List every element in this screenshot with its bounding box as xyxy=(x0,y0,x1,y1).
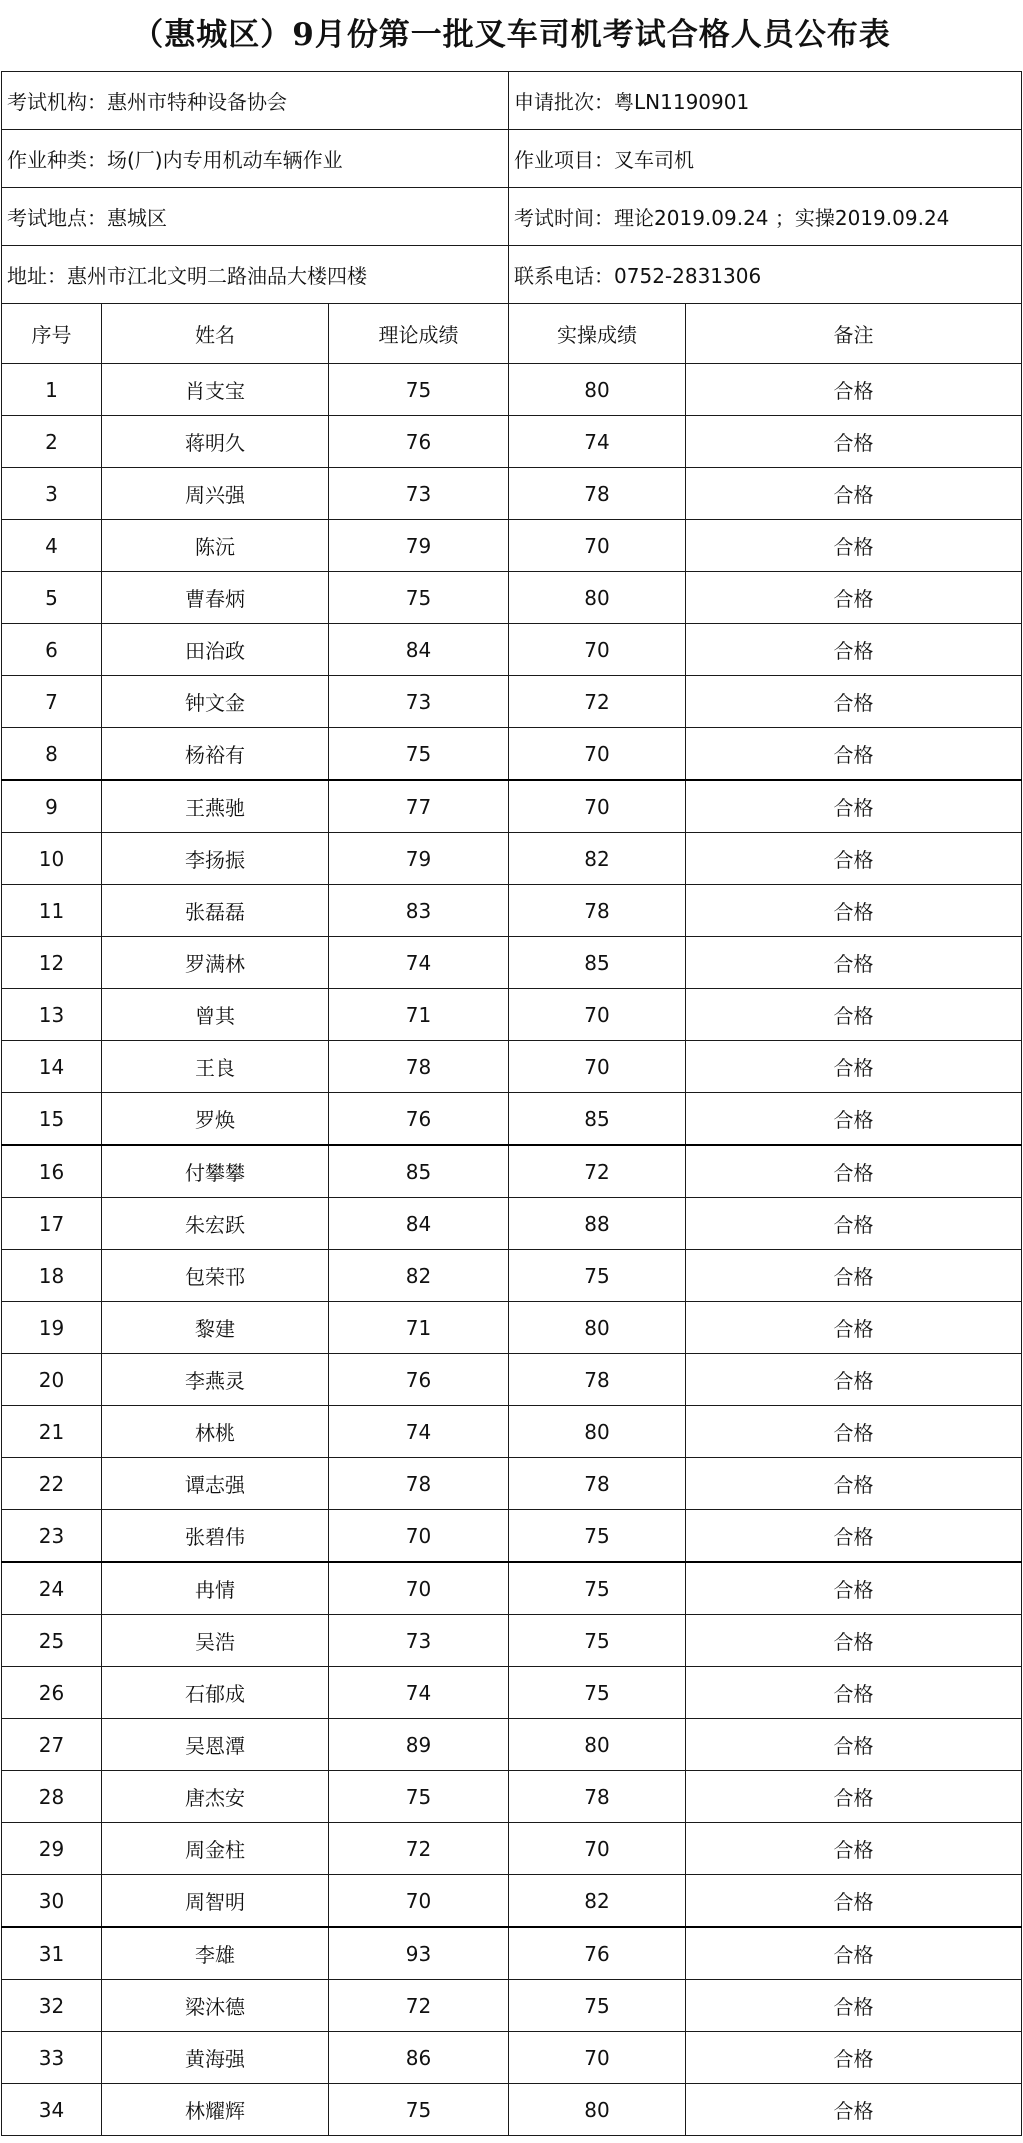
cell-index: 31 xyxy=(2,1927,102,1980)
application-batch: 申请批次：粤LN1190901 xyxy=(509,72,1022,130)
table-row xyxy=(2,2084,1022,2136)
cell-index: 30 xyxy=(2,1875,102,1928)
cell-remark: 合格 xyxy=(686,1093,1022,1146)
cell-name: 朱宏跃 xyxy=(102,1198,329,1250)
cell-name: 林桃 xyxy=(102,1406,329,1458)
cell-index: 19 xyxy=(2,1302,102,1354)
cell-practical-score: 76 xyxy=(509,1927,686,1980)
table-row xyxy=(2,1041,1022,1093)
cell-practical-score: 75 xyxy=(509,1667,686,1719)
cell-theory-score: 75 xyxy=(329,728,509,781)
cell-theory-score: 75 xyxy=(329,1771,509,1823)
cell-theory-score: 70 xyxy=(329,1562,509,1615)
cell-theory-score: 73 xyxy=(329,676,509,728)
cell-index: 5 xyxy=(2,572,102,624)
cell-name: 黎建 xyxy=(102,1302,329,1354)
table-row xyxy=(2,1250,1022,1302)
table-row xyxy=(2,1198,1022,1250)
cell-practical-score: 88 xyxy=(509,1198,686,1250)
cell-practical-score: 80 xyxy=(509,2084,686,2136)
cell-name: 李扬振 xyxy=(102,833,329,885)
table-row xyxy=(2,1719,1022,1771)
cell-remark: 合格 xyxy=(686,416,1022,468)
cell-theory-score: 71 xyxy=(329,1302,509,1354)
cell-index: 16 xyxy=(2,1145,102,1198)
cell-name: 周金柱 xyxy=(102,1823,329,1875)
cell-name: 罗满林 xyxy=(102,937,329,989)
cell-practical-score: 78 xyxy=(509,1458,686,1510)
cell-index: 22 xyxy=(2,1458,102,1510)
table-row xyxy=(2,1875,1022,1928)
cell-remark: 合格 xyxy=(686,728,1022,781)
column-header-practical-score: 实操成绩 xyxy=(509,304,686,364)
table-row xyxy=(2,1667,1022,1719)
cell-index: 20 xyxy=(2,1354,102,1406)
table-row xyxy=(2,1615,1022,1667)
cell-index: 11 xyxy=(2,885,102,937)
cell-index: 7 xyxy=(2,676,102,728)
cell-name: 冉情 xyxy=(102,1562,329,1615)
cell-remark: 合格 xyxy=(686,468,1022,520)
cell-index: 12 xyxy=(2,937,102,989)
cell-name: 王燕驰 xyxy=(102,780,329,833)
cell-theory-score: 75 xyxy=(329,2084,509,2136)
cell-index: 34 xyxy=(2,2084,102,2136)
table-row xyxy=(2,1145,1022,1198)
cell-practical-score: 70 xyxy=(509,1041,686,1093)
exam-time: 考试时间：理论2019.09.24 ；实操2019.09.24 xyxy=(509,188,1022,246)
cell-remark: 合格 xyxy=(686,2084,1022,2136)
cell-practical-score: 80 xyxy=(509,572,686,624)
cell-name: 梁沐德 xyxy=(102,1980,329,2032)
cell-remark: 合格 xyxy=(686,1145,1022,1198)
cell-index: 8 xyxy=(2,728,102,781)
exam-organization: 考试机构：惠州市特种设备协会 xyxy=(2,72,509,130)
cell-index: 18 xyxy=(2,1250,102,1302)
cell-name: 包荣邗 xyxy=(102,1250,329,1302)
cell-remark: 合格 xyxy=(686,937,1022,989)
cell-theory-score: 72 xyxy=(329,1823,509,1875)
table-row xyxy=(2,364,1022,416)
cell-practical-score: 75 xyxy=(509,1980,686,2032)
cell-theory-score: 70 xyxy=(329,1510,509,1563)
cell-remark: 合格 xyxy=(686,624,1022,676)
cell-theory-score: 84 xyxy=(329,624,509,676)
table-row xyxy=(2,416,1022,468)
table-header-row xyxy=(2,304,1022,364)
cell-index: 2 xyxy=(2,416,102,468)
table-row xyxy=(2,1562,1022,1615)
cell-theory-score: 82 xyxy=(329,1250,509,1302)
cell-index: 15 xyxy=(2,1093,102,1146)
cell-theory-score: 84 xyxy=(329,1198,509,1250)
cell-index: 23 xyxy=(2,1510,102,1563)
cell-remark: 合格 xyxy=(686,1667,1022,1719)
table-row xyxy=(2,572,1022,624)
cell-remark: 合格 xyxy=(686,2032,1022,2084)
cell-remark: 合格 xyxy=(686,833,1022,885)
cell-remark: 合格 xyxy=(686,1980,1022,2032)
cell-theory-score: 79 xyxy=(329,833,509,885)
cell-name: 付攀攀 xyxy=(102,1145,329,1198)
cell-theory-score: 74 xyxy=(329,937,509,989)
table-row xyxy=(2,833,1022,885)
table-row xyxy=(2,1927,1022,1980)
cell-name: 田治政 xyxy=(102,624,329,676)
cell-practical-score: 80 xyxy=(509,364,686,416)
cell-name: 李雄 xyxy=(102,1927,329,1980)
cell-theory-score: 71 xyxy=(329,989,509,1041)
operation-item: 作业项目：叉车司机 xyxy=(509,130,1022,188)
cell-remark: 合格 xyxy=(686,885,1022,937)
table-row xyxy=(2,468,1022,520)
table-row xyxy=(2,1980,1022,2032)
cell-theory-score: 70 xyxy=(329,1875,509,1928)
info-row xyxy=(2,246,1022,304)
cell-remark: 合格 xyxy=(686,1302,1022,1354)
results-table xyxy=(1,71,1022,2136)
cell-practical-score: 85 xyxy=(509,937,686,989)
cell-name: 钟文金 xyxy=(102,676,329,728)
cell-theory-score: 75 xyxy=(329,364,509,416)
table-row xyxy=(2,676,1022,728)
cell-name: 张碧伟 xyxy=(102,1510,329,1563)
column-header-theory-score: 理论成绩 xyxy=(329,304,509,364)
cell-remark: 合格 xyxy=(686,989,1022,1041)
cell-name: 吴恩潭 xyxy=(102,1719,329,1771)
cell-index: 9 xyxy=(2,780,102,833)
cell-practical-score: 70 xyxy=(509,2032,686,2084)
cell-practical-score: 70 xyxy=(509,520,686,572)
cell-remark: 合格 xyxy=(686,1823,1022,1875)
cell-index: 29 xyxy=(2,1823,102,1875)
table-row xyxy=(2,1458,1022,1510)
cell-name: 唐杰安 xyxy=(102,1771,329,1823)
cell-index: 10 xyxy=(2,833,102,885)
info-row xyxy=(2,188,1022,246)
cell-theory-score: 76 xyxy=(329,1093,509,1146)
cell-theory-score: 89 xyxy=(329,1719,509,1771)
cell-theory-score: 73 xyxy=(329,1615,509,1667)
cell-index: 1 xyxy=(2,364,102,416)
cell-index: 27 xyxy=(2,1719,102,1771)
cell-name: 曹春炳 xyxy=(102,572,329,624)
cell-theory-score: 78 xyxy=(329,1041,509,1093)
cell-index: 24 xyxy=(2,1562,102,1615)
cell-remark: 合格 xyxy=(686,572,1022,624)
cell-practical-score: 78 xyxy=(509,1771,686,1823)
cell-name: 张磊磊 xyxy=(102,885,329,937)
cell-index: 32 xyxy=(2,1980,102,2032)
cell-index: 26 xyxy=(2,1667,102,1719)
cell-name: 杨裕有 xyxy=(102,728,329,781)
cell-index: 4 xyxy=(2,520,102,572)
cell-remark: 合格 xyxy=(686,1875,1022,1928)
cell-practical-score: 78 xyxy=(509,1354,686,1406)
cell-practical-score: 80 xyxy=(509,1302,686,1354)
cell-practical-score: 85 xyxy=(509,1093,686,1146)
table-row xyxy=(2,728,1022,781)
cell-remark: 合格 xyxy=(686,1562,1022,1615)
cell-name: 李燕灵 xyxy=(102,1354,329,1406)
cell-name: 黄海强 xyxy=(102,2032,329,2084)
page-title: （惠城区）9月份第一批叉车司机考试合格人员公布表 xyxy=(132,17,891,53)
cell-practical-score: 70 xyxy=(509,780,686,833)
table-row xyxy=(2,624,1022,676)
cell-theory-score: 72 xyxy=(329,1980,509,2032)
cell-practical-score: 72 xyxy=(509,676,686,728)
table-row xyxy=(2,1354,1022,1406)
cell-theory-score: 74 xyxy=(329,1406,509,1458)
cell-remark: 合格 xyxy=(686,676,1022,728)
address: 地址：惠州市江北文明二路油品大楼四楼 xyxy=(2,246,509,304)
column-header-remark: 备注 xyxy=(686,304,1022,364)
table-row xyxy=(2,1771,1022,1823)
cell-remark: 合格 xyxy=(686,1615,1022,1667)
cell-name: 蒋明久 xyxy=(102,416,329,468)
operation-category: 作业种类：场(厂)内专用机动车辆作业 xyxy=(2,130,509,188)
cell-remark: 合格 xyxy=(686,1041,1022,1093)
cell-name: 曾其 xyxy=(102,989,329,1041)
cell-theory-score: 76 xyxy=(329,416,509,468)
cell-name: 王良 xyxy=(102,1041,329,1093)
cell-practical-score: 74 xyxy=(509,416,686,468)
cell-index: 6 xyxy=(2,624,102,676)
cell-theory-score: 79 xyxy=(329,520,509,572)
cell-practical-score: 80 xyxy=(509,1719,686,1771)
cell-practical-score: 78 xyxy=(509,885,686,937)
table-row xyxy=(2,989,1022,1041)
cell-practical-score: 82 xyxy=(509,1875,686,1928)
cell-practical-score: 75 xyxy=(509,1510,686,1563)
table-row xyxy=(2,1406,1022,1458)
cell-name: 肖支宝 xyxy=(102,364,329,416)
cell-index: 28 xyxy=(2,1771,102,1823)
cell-name: 陈沅 xyxy=(102,520,329,572)
cell-name: 周兴强 xyxy=(102,468,329,520)
table-row xyxy=(2,937,1022,989)
cell-remark: 合格 xyxy=(686,1719,1022,1771)
cell-practical-score: 75 xyxy=(509,1562,686,1615)
cell-theory-score: 85 xyxy=(329,1145,509,1198)
cell-remark: 合格 xyxy=(686,1250,1022,1302)
cell-remark: 合格 xyxy=(686,1771,1022,1823)
cell-theory-score: 77 xyxy=(329,780,509,833)
cell-remark: 合格 xyxy=(686,1354,1022,1406)
cell-practical-score: 75 xyxy=(509,1615,686,1667)
table-row xyxy=(2,780,1022,833)
table-row xyxy=(2,1302,1022,1354)
cell-practical-score: 75 xyxy=(509,1250,686,1302)
table-row xyxy=(2,1093,1022,1146)
cell-remark: 合格 xyxy=(686,1198,1022,1250)
cell-name: 石郁成 xyxy=(102,1667,329,1719)
cell-theory-score: 73 xyxy=(329,468,509,520)
contact-phone: 联系电话：0752-2831306 xyxy=(509,246,1022,304)
cell-index: 17 xyxy=(2,1198,102,1250)
cell-practical-score: 70 xyxy=(509,624,686,676)
cell-practical-score: 70 xyxy=(509,728,686,781)
column-header-name: 姓名 xyxy=(102,304,329,364)
info-row xyxy=(2,130,1022,188)
cell-practical-score: 80 xyxy=(509,1406,686,1458)
cell-index: 14 xyxy=(2,1041,102,1093)
cell-theory-score: 93 xyxy=(329,1927,509,1980)
cell-theory-score: 75 xyxy=(329,572,509,624)
cell-name: 吴浩 xyxy=(102,1615,329,1667)
column-header-index: 序号 xyxy=(2,304,102,364)
cell-index: 33 xyxy=(2,2032,102,2084)
cell-practical-score: 72 xyxy=(509,1145,686,1198)
cell-remark: 合格 xyxy=(686,780,1022,833)
cell-index: 25 xyxy=(2,1615,102,1667)
cell-practical-score: 70 xyxy=(509,989,686,1041)
table-row xyxy=(2,520,1022,572)
cell-remark: 合格 xyxy=(686,1458,1022,1510)
cell-practical-score: 70 xyxy=(509,1823,686,1875)
cell-theory-score: 86 xyxy=(329,2032,509,2084)
cell-theory-score: 76 xyxy=(329,1354,509,1406)
cell-theory-score: 83 xyxy=(329,885,509,937)
cell-practical-score: 78 xyxy=(509,468,686,520)
table-row xyxy=(2,1823,1022,1875)
info-row xyxy=(2,72,1022,130)
cell-index: 13 xyxy=(2,989,102,1041)
table-row xyxy=(2,1510,1022,1563)
cell-index: 21 xyxy=(2,1406,102,1458)
cell-name: 林耀辉 xyxy=(102,2084,329,2136)
cell-theory-score: 78 xyxy=(329,1458,509,1510)
exam-location: 考试地点：惠城区 xyxy=(2,188,509,246)
table-row xyxy=(2,885,1022,937)
cell-remark: 合格 xyxy=(686,1927,1022,1980)
cell-remark: 合格 xyxy=(686,1510,1022,1563)
cell-remark: 合格 xyxy=(686,1406,1022,1458)
cell-remark: 合格 xyxy=(686,520,1022,572)
cell-name: 罗焕 xyxy=(102,1093,329,1146)
cell-name: 周智明 xyxy=(102,1875,329,1928)
cell-theory-score: 74 xyxy=(329,1667,509,1719)
cell-index: 3 xyxy=(2,468,102,520)
table-row xyxy=(2,2032,1022,2084)
cell-practical-score: 82 xyxy=(509,833,686,885)
cell-remark: 合格 xyxy=(686,364,1022,416)
cell-name: 谭志强 xyxy=(102,1458,329,1510)
